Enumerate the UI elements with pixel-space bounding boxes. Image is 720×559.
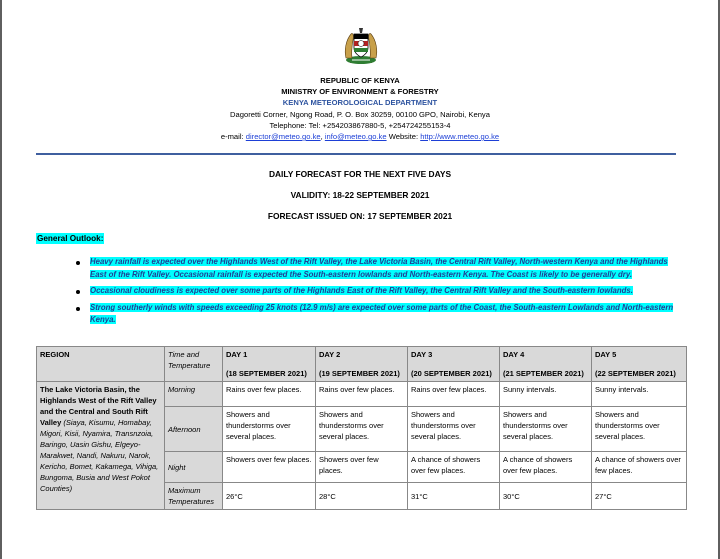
time-header: Time and Temperature <box>165 347 223 382</box>
forecast-cell: Rains over few places. <box>316 382 408 407</box>
header-divider <box>36 153 676 155</box>
outlook-bullet-list <box>76 256 686 331</box>
bullet-dot-icon <box>76 290 80 294</box>
forecast-cell: A chance of showers over few places. <box>408 452 500 483</box>
document-page <box>2 0 718 559</box>
header-department: KENYA METEOROLOGICAL DEPARTMENT <box>282 98 438 107</box>
forecast-cell: Sunny intervals. <box>500 382 592 407</box>
region-counties: (Siaya, Kisumu, Homabay, Migori, Kisii, Nyamira, Transnzoia, Baringo, Uasin Gishu, Elgeyo-Marakwet, Nandi, Nakuru, Narok, Kericho, Bomet, Kakamega, Vihiga, Bungoma, Busia and West Pokot Counties) <box>40 418 159 493</box>
day-date: (20 SEPTEMBER 2021) <box>408 362 500 382</box>
forecast-cell: Showers and thunderstorms over several places. <box>223 407 316 452</box>
website-link[interactable]: http://www.meteo.go.ke <box>420 132 500 141</box>
temperature-cell: 26°C <box>223 483 316 510</box>
time-label: Morning <box>165 382 223 407</box>
forecast-cell: Rains over few places. <box>408 382 500 407</box>
day-header: DAY 3 <box>408 347 500 363</box>
bullet-dot-icon <box>76 307 80 311</box>
kenya-coat-of-arms-icon <box>338 22 384 68</box>
temperature-cell: 31°C <box>408 483 500 510</box>
day-date: (22 SEPTEMBER 2021) <box>592 362 687 382</box>
forecast-table <box>36 346 687 510</box>
outlook-bullet <box>76 256 686 281</box>
validity-title: VALIDITY: 18-22 SEPTEMBER 2021 <box>290 190 430 200</box>
director-email-link[interactable]: director@meteo.go.ke <box>245 132 321 141</box>
day-header: DAY 1 <box>223 347 316 363</box>
outlook-bullet <box>76 302 686 327</box>
email-prefix: e-mail: <box>220 132 246 141</box>
header-contacts <box>2 131 718 142</box>
forecast-title: DAILY FORECAST FOR THE NEXT FIVE DAYS <box>268 169 452 179</box>
header-address: Dagoretti Corner, Ngong Road, P. O. Box 30259, 00100 GPO, Nairobi, Kenya <box>230 110 490 119</box>
forecast-cell: Showers and thunderstorms over several places. <box>316 407 408 452</box>
outlook-bullet-text: Strong southerly winds with speeds exceeding 25 knots (12.9 m/s) are expected over some parts of the Coast, the South-eastern Lowlands and North-eastern Kenya. <box>90 302 674 324</box>
table-row <box>37 382 687 407</box>
outlook-bullet <box>76 285 686 298</box>
forecast-cell: Showers over few places. <box>223 452 316 483</box>
day-date: (19 SEPTEMBER 2021) <box>316 362 408 382</box>
time-label: Night <box>165 452 223 483</box>
table-header-row <box>37 347 687 363</box>
issued-title: FORECAST ISSUED ON: 17 SEPTEMBER 2021 <box>267 211 453 221</box>
forecast-cell: Showers and thunderstorms over several places. <box>500 407 592 452</box>
day-header: DAY 4 <box>500 347 592 363</box>
day-header: DAY 5 <box>592 347 687 363</box>
email-separator: , <box>320 132 325 141</box>
region-header: REGION <box>37 347 165 382</box>
bullet-dot-icon <box>76 261 80 265</box>
temperature-cell: 27°C <box>592 483 687 510</box>
temperature-cell: 30°C <box>500 483 592 510</box>
info-email-link[interactable]: info@meteo.go.ke <box>324 132 387 141</box>
outlook-bullet-text: Occasional cloudiness is expected over some parts of the Highlands East of the Rift Valley, the Central Rift Valley and the South-eastern lowlands. <box>90 286 633 295</box>
outlook-bullet-text: Heavy rainfall is expected over the Highlands West of the Rift Valley, the Lake Victoria Basin, the Central Rift Valley, North-western Kenya and the Highlands East of the Rift Valley. Occasional rainfall is expected the South-eastern lowlands and North-eastern Kenya. The Coast is likely to be generally dry. <box>90 257 668 279</box>
header-telephone: Telephone: Tel: +254203867880-5, +254724255153-4 <box>269 121 451 130</box>
forecast-cell: Sunny intervals. <box>592 382 687 407</box>
time-label: Afternoon <box>165 407 223 452</box>
general-outlook-label: General Outlook: <box>37 234 104 243</box>
header-republic: REPUBLIC OF KENYA <box>320 76 400 85</box>
website-prefix: Website: <box>386 132 421 141</box>
forecast-cell: A chance of showers over few places. <box>592 452 687 483</box>
forecast-cell: Showers over few places. <box>316 452 408 483</box>
day-header: DAY 2 <box>316 347 408 363</box>
day-date: (18 SEPTEMBER 2021) <box>223 362 316 382</box>
header-ministry: MINISTRY OF ENVIRONMENT & FORESTRY <box>281 87 439 96</box>
region-name: The Lake Victoria Basin, the Highlands West of the Rift Valley and the Central and South Rift Valley <box>40 385 157 427</box>
forecast-cell: Showers and thunderstorms over several places. <box>408 407 500 452</box>
forecast-cell: Rains over few places. <box>223 382 316 407</box>
forecast-cell: Showers and thunderstorms over several places. <box>592 407 687 452</box>
time-label: Maximum Temperatures <box>165 483 223 510</box>
region-cell <box>37 382 165 510</box>
day-date: (21 SEPTEMBER 2021) <box>500 362 592 382</box>
temperature-cell: 28°C <box>316 483 408 510</box>
forecast-cell: A chance of showers over few places. <box>500 452 592 483</box>
